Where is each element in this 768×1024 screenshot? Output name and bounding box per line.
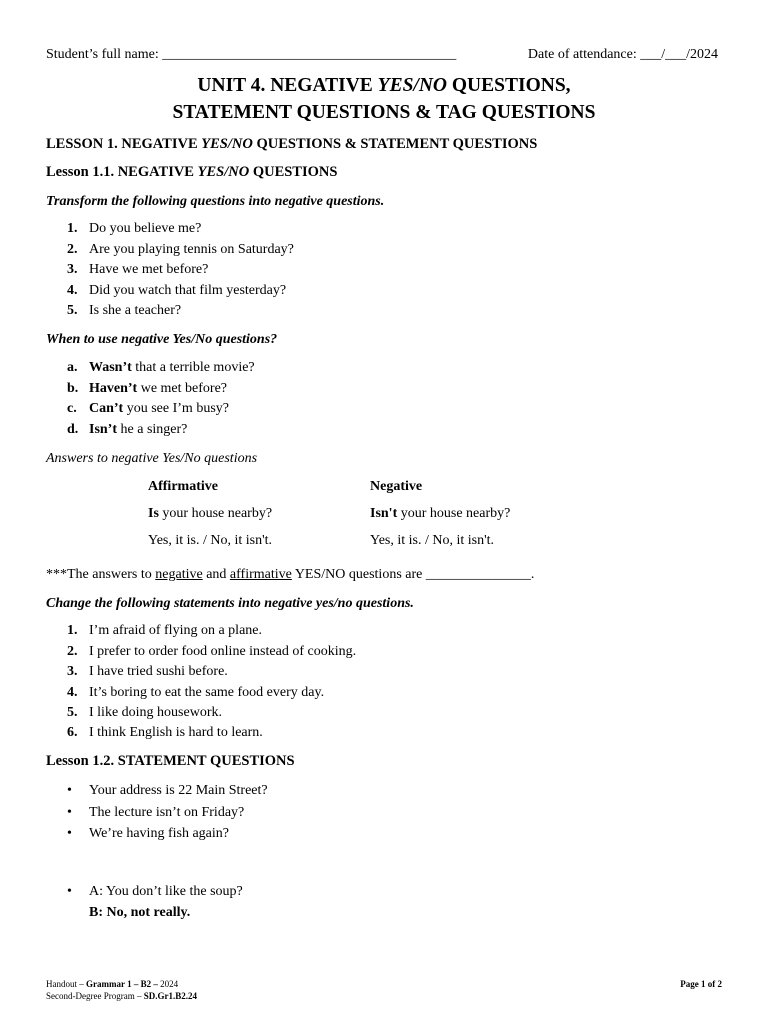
footer-line-2 — [46, 991, 197, 1001]
list-item — [67, 283, 286, 299]
heading-part: LESSON 1. NEGATIVE — [46, 136, 202, 152]
unit-title-line-2: STATEMENT QUESTIONS & TAG QUESTIONS — [172, 102, 596, 123]
negative-answer: Yes, it is. / No, it isn't. — [370, 533, 495, 548]
item-number: 6. — [67, 725, 78, 740]
bold-verb: Isn't — [370, 506, 398, 521]
affirmative-answer: Yes, it is. / No, it isn't. — [148, 533, 273, 548]
answers-note — [46, 567, 534, 583]
footer-line-1 — [46, 979, 178, 989]
heading-part: QUESTIONS — [249, 164, 338, 180]
question-text: your house nearby? — [158, 506, 273, 521]
bullet-text: The lecture isn’t on Friday? — [89, 805, 245, 820]
item-text: It’s boring to eat the same food every day. — [89, 685, 325, 700]
list-item — [67, 242, 294, 258]
item-text: I like doing housework. — [89, 705, 222, 720]
item-letter: d. — [67, 422, 79, 437]
item-letter: b. — [67, 381, 79, 396]
item-bold: Can’t — [89, 401, 124, 416]
footer-bold-part: SD.Gr1.B2.24 — [143, 991, 197, 1001]
instruction-transform: Transform the following questions into negative questions. — [46, 194, 385, 209]
bullet-item — [67, 805, 244, 821]
affirmative-heading: Affirmative — [148, 479, 218, 494]
student-name-blank: __________________________________________ — [162, 47, 457, 62]
item-number: 1. — [67, 221, 78, 236]
item-text: Have we met before? — [89, 262, 209, 277]
footer-part: Handout – — [46, 979, 86, 989]
list-item — [67, 685, 324, 701]
lesson-1-heading — [46, 136, 537, 153]
item-number: 4. — [67, 283, 78, 298]
bullet-icon: • — [67, 826, 72, 841]
list-item — [67, 705, 222, 721]
page-number: Page 1 of 2 — [680, 979, 722, 989]
footer-part: 2024 — [157, 979, 179, 989]
bullet-icon: • — [67, 783, 72, 798]
affirmative-question — [148, 506, 272, 522]
title-part: UNIT 4. NEGATIVE — [197, 75, 378, 96]
item-text: that a terrible movie? — [131, 360, 255, 375]
item-text: we met before? — [137, 381, 228, 396]
instruction-change: Change the following statements into negative yes/no questions. — [46, 596, 414, 611]
title-italic-part: YES/NO — [377, 75, 448, 96]
item-bold: Haven’t — [89, 381, 138, 396]
footer-bold-part: Grammar 1 – B2 – — [86, 979, 158, 989]
heading-part: QUESTIONS & STATEMENT QUESTIONS — [252, 136, 538, 152]
date-of-attendance-line — [528, 47, 718, 63]
list-item — [67, 725, 263, 741]
list-item — [67, 664, 228, 680]
list-item — [67, 360, 255, 376]
note-part: YES/NO questions are _______________. — [291, 567, 535, 582]
item-text: I have tried sushi before. — [89, 664, 228, 679]
question-text: your house nearby? — [397, 506, 511, 521]
item-text: I think English is hard to learn. — [89, 725, 263, 740]
heading-part: Lesson 1.1. NEGATIVE — [46, 164, 198, 180]
list-item — [67, 381, 227, 397]
item-letter: a. — [67, 360, 78, 375]
bullet-text: Your address is 22 Main Street? — [89, 783, 268, 798]
instruction-answers: Answers to negative Yes/No questions — [46, 451, 258, 466]
title-part: QUESTIONS, — [447, 75, 571, 96]
list-item — [67, 303, 181, 319]
list-item — [67, 422, 187, 438]
item-text: I’m afraid of flying on a plane. — [89, 623, 262, 638]
date-label: Date of attendance: — [527, 47, 641, 62]
item-bold: Wasn’t — [89, 360, 132, 375]
note-underlined: affirmative — [229, 567, 292, 582]
item-number: 2. — [67, 242, 78, 257]
item-text: Did you watch that film yesterday? — [89, 283, 287, 298]
dialog-a: A: You don’t like the soup? — [89, 884, 243, 899]
bullet-text: We’re having fish again? — [89, 826, 229, 841]
instruction-when-to-use: When to use negative Yes/No questions? — [46, 332, 278, 347]
item-number: 1. — [67, 623, 78, 638]
item-text: he a singer? — [117, 422, 188, 437]
item-text: Do you believe me? — [89, 221, 202, 236]
student-name-label: Student’s full name: — [46, 47, 163, 62]
unit-title-line-1 — [0, 75, 768, 97]
list-item — [67, 221, 201, 237]
item-number: 3. — [67, 262, 78, 277]
item-text: Is she a teacher? — [89, 303, 182, 318]
student-name-line — [46, 47, 456, 63]
note-underlined: negative — [155, 567, 203, 582]
item-number: 4. — [67, 685, 78, 700]
footer-part: Second-Degree Program – — [46, 991, 144, 1001]
heading-italic-part: YES/NO — [201, 136, 253, 152]
negative-heading: Negative — [370, 479, 423, 494]
heading-italic-part: YES/NO — [197, 164, 250, 180]
list-item — [67, 644, 356, 660]
item-text: I prefer to order food online instead of cooking. — [89, 644, 357, 659]
item-number: 3. — [67, 664, 78, 679]
item-text: you see I’m busy? — [123, 401, 229, 416]
bullet-item — [67, 783, 268, 799]
item-letter: c. — [67, 401, 77, 416]
list-item — [67, 623, 262, 639]
bullet-icon: • — [67, 805, 72, 820]
date-value: ___/___/2024 — [640, 47, 718, 62]
bold-verb: Is — [148, 506, 159, 521]
note-part: ***The answers to — [46, 567, 156, 582]
list-item — [67, 401, 229, 417]
dialog-b: B: No, not really. — [89, 905, 191, 920]
lesson-1-2-heading: Lesson 1.2. STATEMENT QUESTIONS — [46, 753, 295, 769]
list-item — [67, 262, 208, 278]
negative-question — [370, 506, 510, 522]
lesson-1-1-heading — [46, 164, 337, 181]
item-number: 2. — [67, 644, 78, 659]
bullet-icon: • — [67, 884, 72, 899]
item-text: Are you playing tennis on Saturday? — [89, 242, 294, 257]
item-number: 5. — [67, 705, 78, 720]
item-bold: Isn’t — [89, 422, 118, 437]
item-number: 5. — [67, 303, 78, 318]
note-part: and — [202, 567, 230, 582]
bullet-item — [67, 884, 243, 900]
bullet-item — [67, 826, 229, 842]
